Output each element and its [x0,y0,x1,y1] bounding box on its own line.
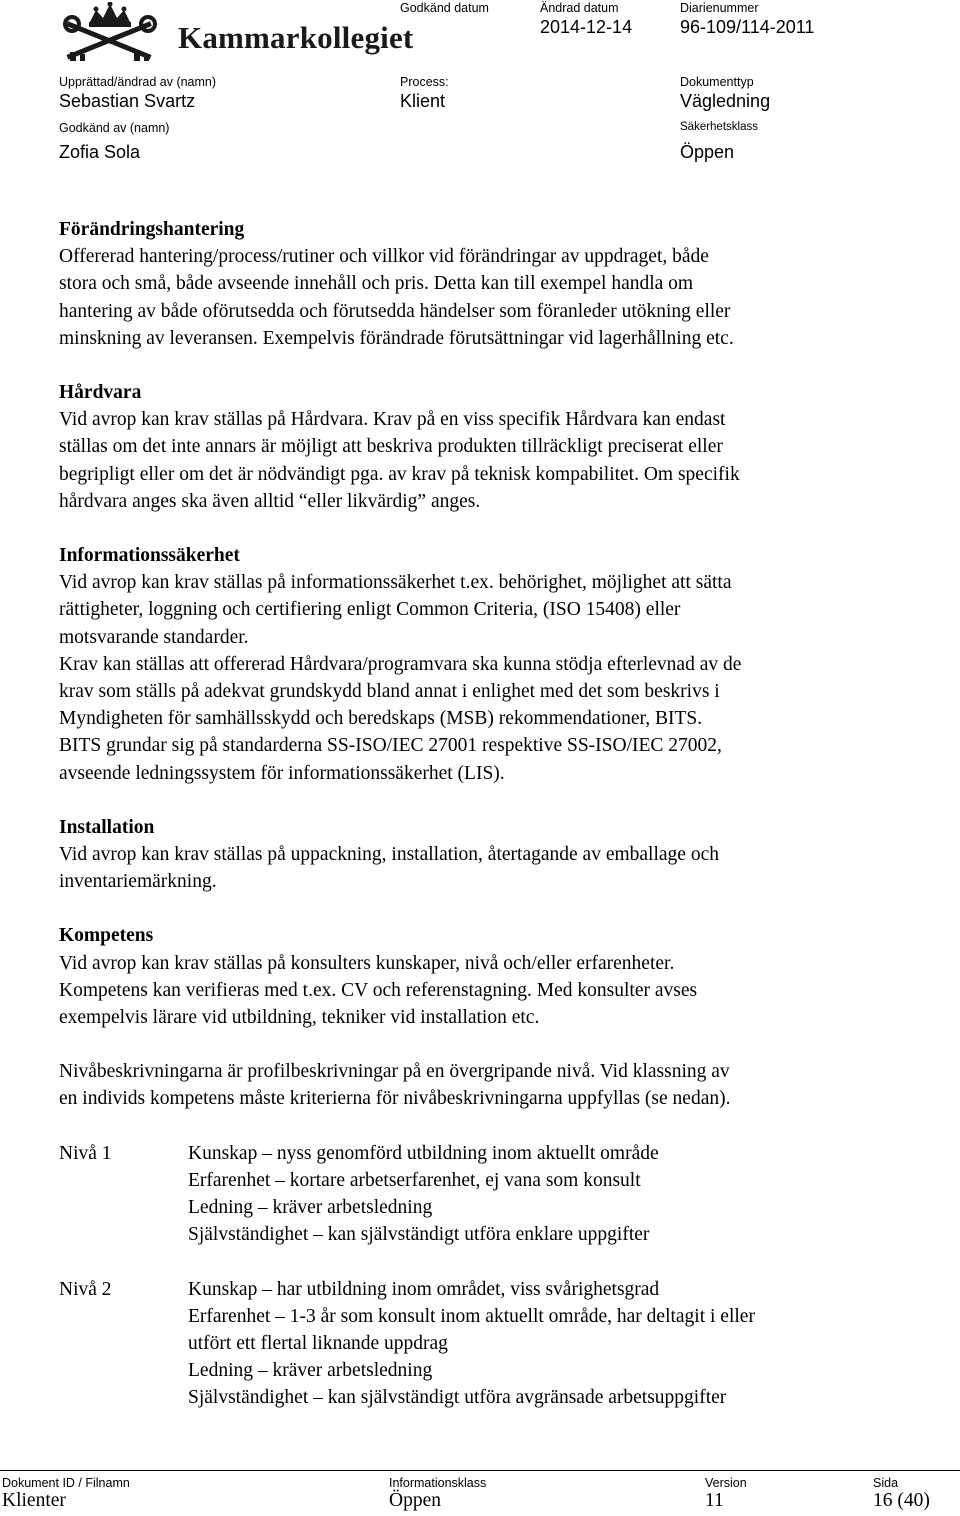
body-line: Vid avrop kan krav ställas på informationssäkerhet t.ex. behörighet, möjlighet att sätta [59,572,732,594]
approved-by-value: Zofia Sola [59,142,141,162]
section [59,542,919,787]
level-row [59,1276,919,1412]
body-line: Vid avrop kan krav ställas på konsulters kunskaper, nivå och/eller erfarenheter. [59,952,675,974]
body-line: Vid avrop kan krav ställas på Hårdvara. Krav på en viss specifik Hårdvara kan endast [59,409,726,431]
reg-number-label: Diarienummer [680,1,759,15]
body-line: Vid avrop kan krav ställas på uppackning, installation, återtagande av emballage och [59,844,719,866]
body-line: krav som ställs på adekvat grundskydd bland annat i enlighet med det som beskrivs i [59,681,720,703]
footer-info-class-label: Informationsklass [389,1476,487,1490]
levels-intro [59,1058,919,1112]
level-name: Nivå 1 [59,1142,112,1164]
reg-number-value: 96-109/114-2011 [680,17,815,37]
level-description [188,1276,919,1412]
body-line: stora och små, både avseende innehåll och pris. Detta kan till exempel handla om [59,273,694,295]
sections [59,216,919,1031]
body-line: Nivåbeskrivningarna är profilbeskrivningar på en övergripande nivå. Vid klassning av [59,1061,730,1083]
level-line: utfört ett flertal liknande uppdrag [188,1332,448,1354]
security-class-value: Öppen [680,142,735,162]
logo [60,2,414,66]
created-by-label: Upprättad/ändrad av (namn) [59,75,217,89]
section [59,814,919,896]
approved-date-label: Godkänd datum [400,1,489,15]
level-line: Självständighet – kan självständigt utföra enklare uppgifter [188,1224,650,1246]
body-line: hantering av både oförutsedda och förutsedda händelser som föranleder utökning eller [59,300,731,322]
level-line: Kunskap – nyss genomförd utbildning inom aktuellt område [188,1142,659,1164]
body-line: Kompetens kan verifieras med t.ex. CV och referenstagning. Med konsulter avses [59,979,698,1001]
body-line: avseende ledningssystem för informationssäkerhet (LIS). [59,762,505,784]
changed-date-value: 2014-12-14 [540,17,633,37]
level-line: Ledning – kräver arbetsledning [188,1360,433,1382]
section-heading: Installation [59,816,155,838]
footer-version-value: 11 [705,1490,724,1511]
level-line: Erfarenhet – 1-3 år som konsult inom aktuellt område, har deltagit i eller [188,1305,755,1327]
security-class-label: Säkerhetsklass [680,121,758,133]
body-line: inventariemärkning. [59,871,217,893]
footer-doc-id-label: Dokument ID / Filnamn [2,1476,130,1490]
level-name: Nivå 2 [59,1278,112,1300]
body-line: Myndigheten för samhällsskydd och beredskaps (MSB) rekommendationer, BITS. [59,708,703,730]
footer-divider [0,1470,960,1471]
body-line: BITS grundar sig på standarderna SS-ISO/IEC 27001 respektive SS-ISO/IEC 27002, [59,735,722,757]
section [59,216,919,352]
body-line: Krav kan ställas att offererad Hårdvara/programvara ska kunna stödja efterlevnad av de [59,653,742,675]
section-heading: Hårdvara [59,382,142,404]
doc-type-value: Vägledning [680,91,771,111]
level-line: Ledning – kräver arbetsledning [188,1197,433,1219]
body-line: begripligt eller om det är nödvändigt pga. av krav på teknisk kompabilitet. Om specifik [59,463,740,485]
level-line: Kunskap – har utbildning inom området, viss svårighetsgrad [188,1278,660,1300]
section [59,379,919,515]
doc-type-label: Dokumenttyp [680,75,754,89]
section-heading: Kompetens [59,925,154,947]
footer-doc-id-value: Klienter [2,1490,66,1511]
body-line: rättigheter, loggning och certifiering enligt Common Criteria, (ISO 15408) eller [59,599,681,621]
logo-text: Kammarkollegiet [178,20,414,55]
crown-keys-emblem [60,2,170,66]
body-line: motsvarande standarder. [59,626,249,648]
level-line: Erfarenhet – kortare arbetserfarenhet, ej vana som konsult [188,1169,641,1191]
body-line: en individs kompetens måste kriterierna för nivåbeskrivningarna uppfyllas (se nedan). [59,1088,731,1110]
section-heading: Informationssäkerhet [59,545,240,567]
document-body [59,216,919,1439]
body-line: exempelvis lärare vid utbildning, tekniker vid installation etc. [59,1007,540,1029]
body-line: ställas om det inte annars är möjligt att beskriva produkten tillräckligt preciserat eller [59,436,723,458]
approved-by-label: Godkänd av (namn) [59,121,170,135]
created-by-value: Sebastian Svartz [59,91,196,111]
footer-info-class-value: Öppen [389,1490,441,1511]
footer-page-value: 16 (40) [873,1490,930,1511]
section [59,922,919,1031]
level-description [188,1140,919,1249]
body-line: Offererad hantering/process/rutiner och villkor vid förändringar av uppdraget, både [59,246,709,268]
body-line: hårdvara anges ska även alltid “eller likvärdig” anges. [59,490,481,512]
body-line: minskning av leveransen. Exempelvis förändrade förutsättningar vid lagerhållning etc. [59,327,734,349]
process-value: Klient [400,91,446,111]
footer-page-label: Sida [873,1476,899,1490]
level-line: Självständighet – kan självständigt utföra avgränsade arbetsuppgifter [188,1387,727,1409]
competence-levels [59,1140,919,1412]
section-heading: Förändringshantering [59,219,245,240]
level-row [59,1140,919,1249]
footer-version-label: Version [705,1476,747,1490]
process-label: Process: [400,75,449,89]
changed-date-label: Ändrad datum [540,1,619,15]
